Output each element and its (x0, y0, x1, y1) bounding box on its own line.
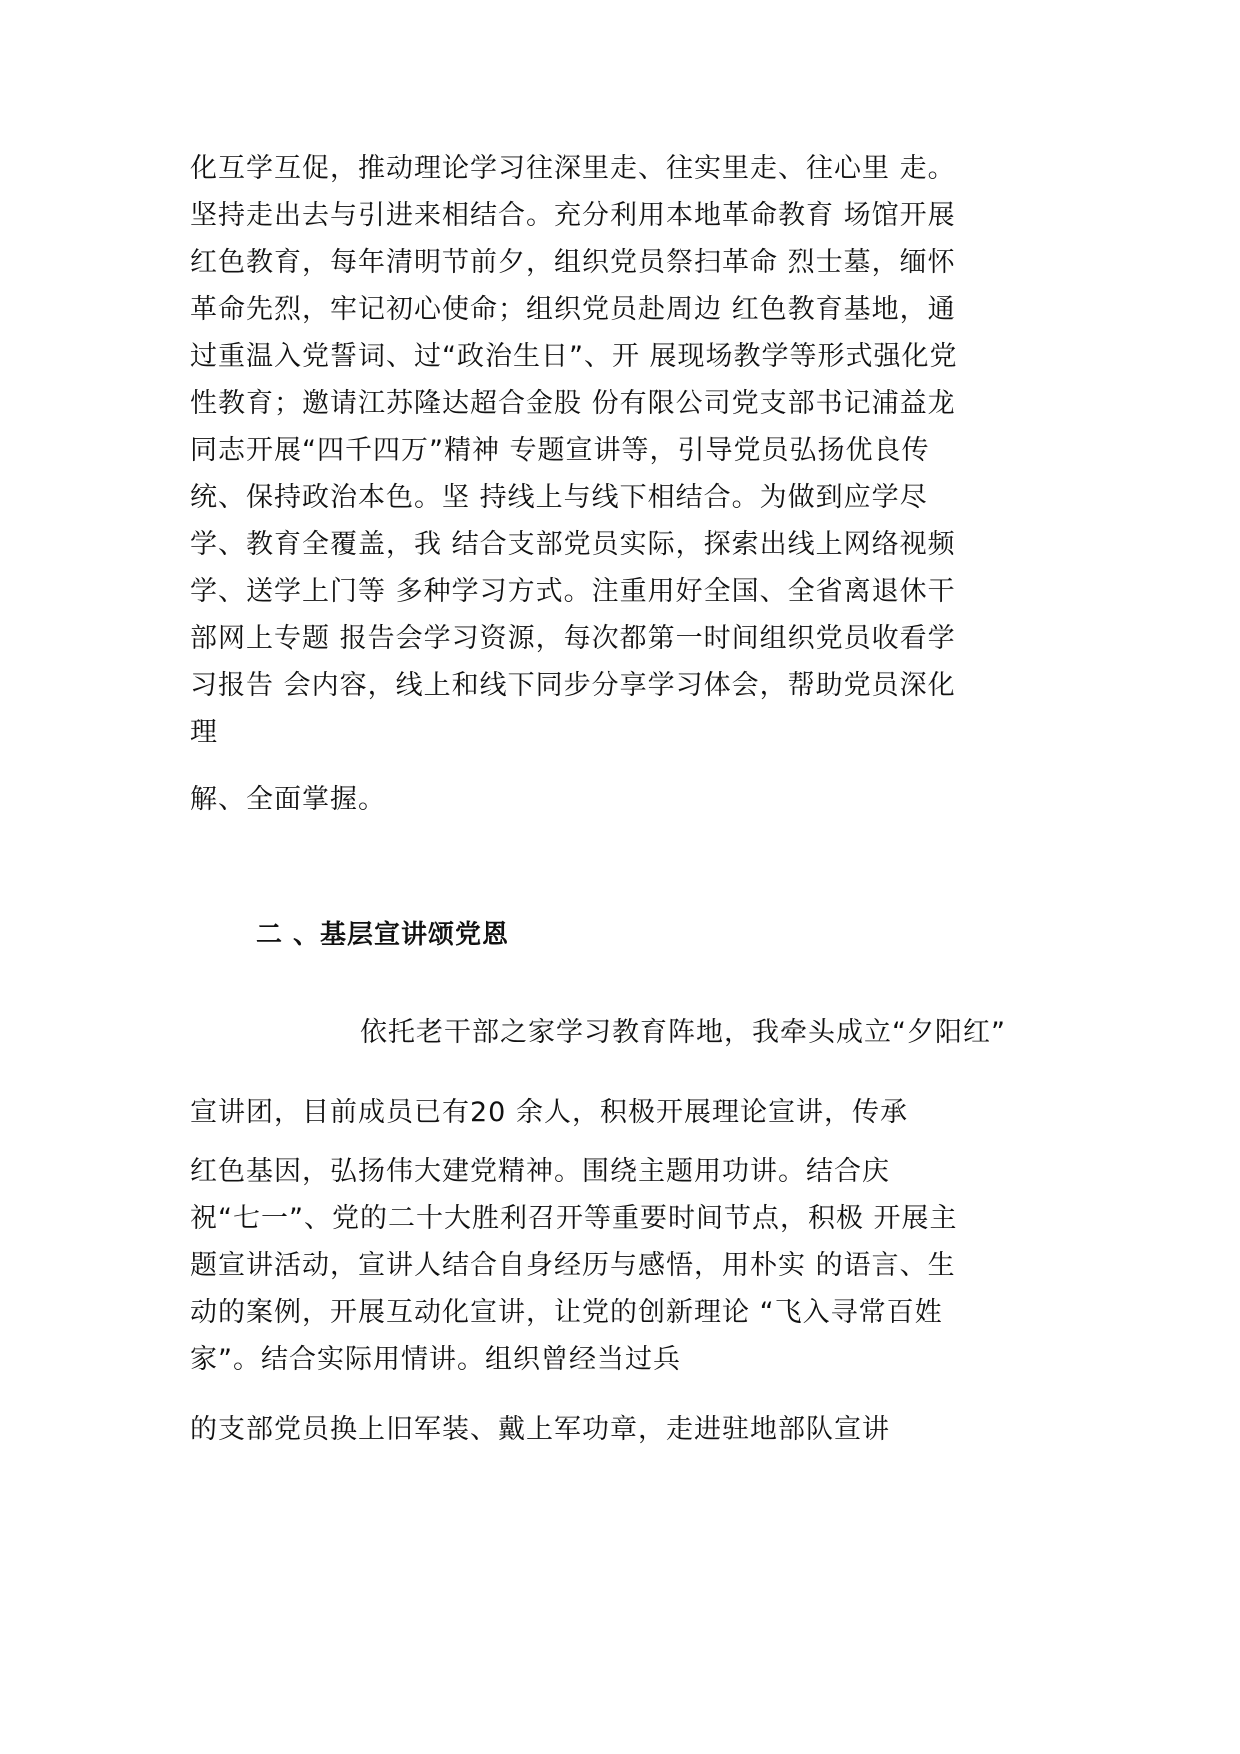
text-line: 学、教育全覆盖，我 结合支部党员实际，探索出线上网络视频 (190, 529, 956, 560)
text-line: 学、送学上门等 多种学习方式。注重用好全国、全省离退休干 (190, 576, 956, 607)
text-line: 坚持走出去与引进来相结合。充分利用本地革命教育 场馆开展 (190, 200, 956, 231)
text-line: 宣讲团，目前成员已有20 余人，积极开展理论宣讲，传承 (190, 1097, 908, 1128)
text-line: 同志开展“四千四万”精神 专题宣讲等，引导党员弘扬优良传 (190, 435, 930, 466)
text-line: 红色教育，每年清明节前夕，组织党员祭扫革命 烈士墓，缅怀 (190, 247, 956, 278)
text-line: 过重温入党誓词、过“政治生日”、开 展现场教学等形式强化党 (190, 341, 958, 372)
text-line: 依托老干部之家学习教育阵地，我牵头成立“夕阳红” (360, 1017, 1006, 1048)
text-line: 题宣讲活动，宣讲人结合自身经历与感悟，用朴实 的语言、生 (190, 1250, 956, 1281)
text-line: 统、保持政治本色。坚 持线上与线下相结合。为做到应学尽 (190, 482, 928, 513)
text-line: 祝“七一”、党的二十大胜利召开等重要时间节点，积极 开展主 (190, 1203, 958, 1234)
text-line: 理 (190, 717, 218, 748)
text-line: 革命先烈，牢记初心使命；组织党员赴周边 红色教育基地，通 (190, 294, 956, 325)
text-line: 习报告 会内容，线上和线下同步分享学习体会，帮助党员深化 (190, 670, 956, 701)
text-line: 化互学互促，推动理论学习往深里走、往实里走、往心里 走。 (190, 153, 956, 184)
text-line: 性教育；邀请江苏隆达超合金股 份有限公司党支部书记浦益龙 (190, 388, 956, 419)
text-line: 解、全面掌握。 (190, 784, 386, 815)
text-line: 部网上专题 报告会学习资源，每次都第一时间组织党员收看学 (190, 623, 956, 654)
section-heading: 二 、基层宣讲颂党恩 (256, 920, 510, 950)
text-line: 的支部党员换上旧军装、戴上军功章，走进驻地部队宣讲 (190, 1414, 890, 1445)
text-line: 红色基因，弘扬伟大建党精神。围绕主题用功讲。结合庆 (190, 1156, 890, 1187)
text-line: 动的案例，开展互动化宣讲，让党的创新理论 “飞入寻常百姓 (190, 1297, 943, 1328)
text-line: 家”。结合实际用情讲。组织曾经当过兵 (190, 1344, 681, 1375)
